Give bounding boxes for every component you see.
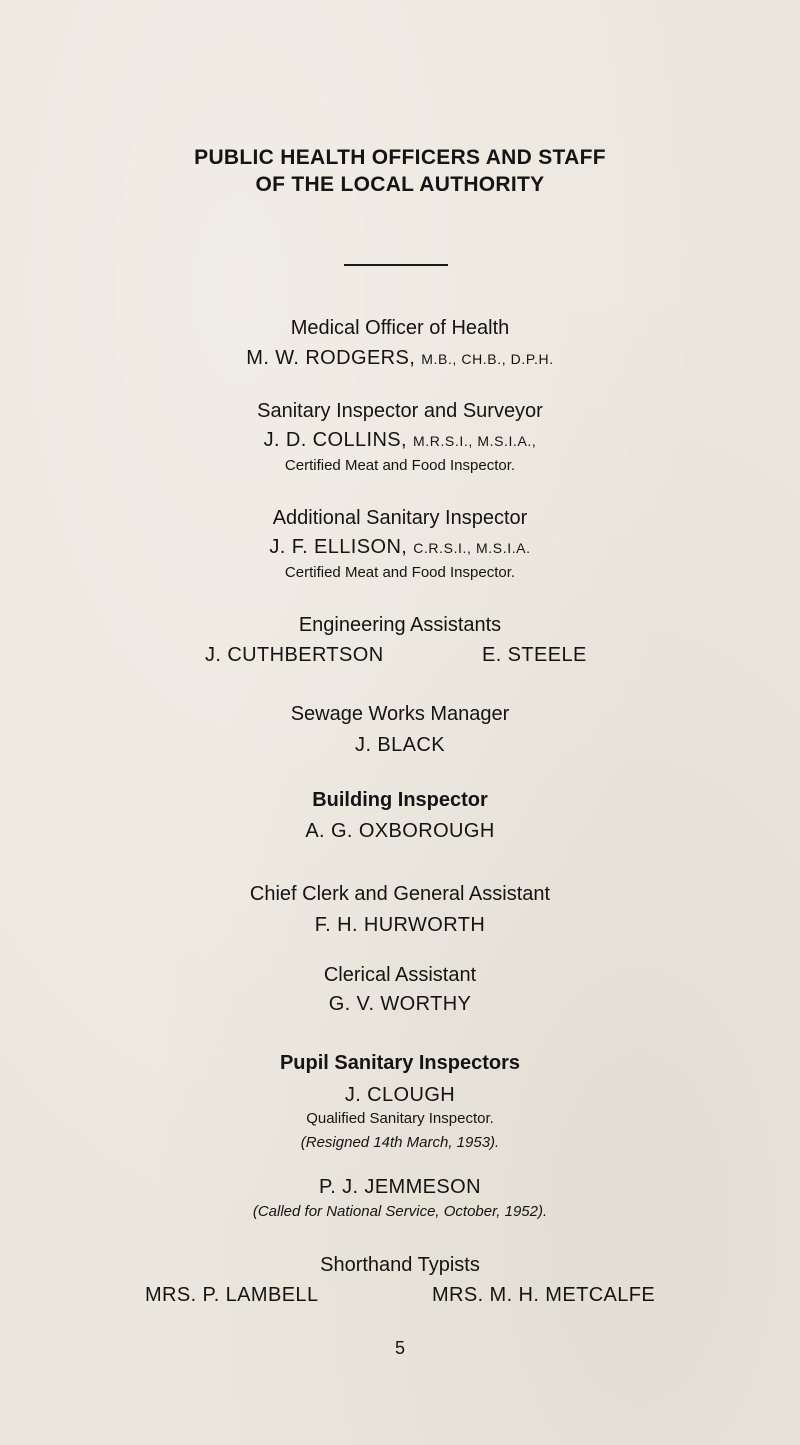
pupils-role: Pupil Sanitary Inspectors <box>279 1052 521 1074</box>
sanitary-inspector-quals: M.R.S.I., M.S.I.A., <box>412 433 537 449</box>
additional-inspector-name-line <box>0 535 800 560</box>
medical-officer-name-line <box>0 346 800 371</box>
pupil-2-status: (Called for National Service, October, 1952). <box>252 1203 548 1220</box>
title-line-1: PUBLIC HEALTH OFFICERS AND STAFF <box>194 146 606 169</box>
typist-name-1: MRS. P. LAMBELL <box>145 1284 319 1306</box>
building-role: Building Inspector <box>312 789 488 811</box>
medical-officer-role: Medical Officer of Health <box>290 317 510 339</box>
typists-role: Shorthand Typists <box>320 1254 480 1276</box>
sewage-name: J. BLACK <box>355 734 445 756</box>
additional-inspector-quals: C.R.S.I., M.S.I.A. <box>413 540 531 556</box>
sanitary-inspector-note: Certified Meat and Food Inspector. <box>284 457 516 474</box>
sanitary-inspector-role: Sanitary Inspector and Surveyor <box>257 400 543 422</box>
engineering-role: Engineering Assistants <box>298 614 502 636</box>
typist-name-2: MRS. M. H. METCALFE <box>432 1284 656 1306</box>
additional-inspector-note: Certified Meat and Food Inspector. <box>284 564 516 581</box>
sanitary-inspector-name-line <box>0 428 800 453</box>
clerical-role: Clerical Assistant <box>323 964 477 986</box>
page-title <box>0 144 800 198</box>
pupil-1-name: J. CLOUGH <box>344 1084 456 1106</box>
chief-clerk-name: F. H. HURWORTH <box>314 914 486 936</box>
page-number: 5 <box>394 1338 405 1358</box>
title-divider <box>344 264 448 266</box>
pupil-2-name: P. J. JEMMESON <box>319 1176 481 1198</box>
building-name: A. G. OXBOROUGH <box>305 820 495 842</box>
title-line-2: OF THE LOCAL AUTHORITY <box>255 173 545 196</box>
sewage-role: Sewage Works Manager <box>290 703 510 725</box>
additional-inspector-role: Additional Sanitary Inspector <box>272 507 528 529</box>
chief-clerk-role: Chief Clerk and General Assistant <box>249 883 551 905</box>
additional-inspector-name: J. F. ELLISON, <box>269 536 408 558</box>
medical-officer-name: M. W. RODGERS, <box>246 347 416 369</box>
sanitary-inspector-name: J. D. COLLINS, <box>263 429 408 451</box>
clerical-name: G. V. WORTHY <box>328 993 472 1015</box>
pupil-1-status: (Resigned 14th March, 1953). <box>300 1134 500 1151</box>
engineering-name-1: J. CUTHBERTSON <box>205 644 384 666</box>
engineering-name-2: E. STEELE <box>482 644 587 666</box>
medical-officer-quals: M.B., CH.B., D.P.H. <box>421 351 554 367</box>
pupil-1-note: Qualified Sanitary Inspector. <box>306 1110 494 1127</box>
